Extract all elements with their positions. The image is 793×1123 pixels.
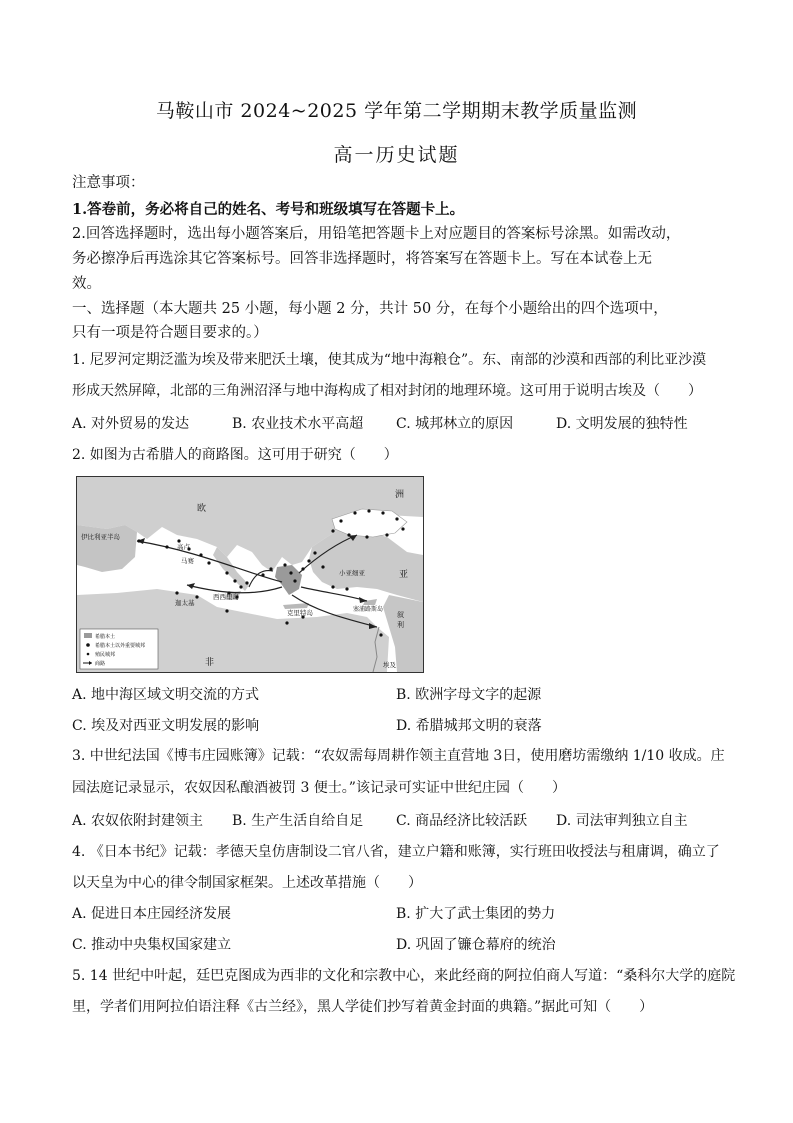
section-heading-line1: 一、选择题（本大题共 25 小题，每小题 2 分，共计 50 分，在每个小题给出的四个选项中， [72, 301, 668, 317]
notice-item-2-line3: 效。 [72, 276, 101, 292]
q1-option-a: A. 对外贸易的发达 [72, 416, 190, 432]
q2-stem: 2. 如图为古希腊人的商路图。这可用于研究（ ） [72, 447, 398, 463]
exam-title: 马鞍山市 2024~2025 学年第二学期期末教学质量监测 [155, 100, 638, 122]
q2-option-d: D. 希腊城邦文明的衰落 [396, 718, 542, 734]
q4-option-b: B. 扩大了武士集团的势力 [396, 906, 556, 922]
q5-stem-line1: 5. 14 世纪中叶起，廷巴克图成为西非的文化和宗教中心，来此经商的阿拉伯商人写道：“桑科尔大学的庭院 [72, 968, 736, 984]
notice-heading: 注意事项： [72, 175, 145, 191]
legend-major-cities: 希腊本土以外重要城邦 [95, 643, 146, 649]
notice-item-2-line1: 2.回答选择题时，选出每小题答案后，用铅笔把答题卡上对应题目的答案标号涂黑。如需改动， [72, 226, 681, 242]
map-svg [77, 477, 423, 672]
q5-stem-line2: 里，学者们用阿拉伯语注释《古兰经》，黑人学徒们抄写着黄金封面的典籍。”据此可知（ ） [72, 999, 654, 1015]
q2-option-b: B. 欧洲字母文字的起源 [396, 687, 542, 703]
label-ou: 欧 [197, 504, 207, 514]
label-asia-minor: 小亚细亚 [339, 569, 365, 577]
q3-stem-line1: 3. 中世纪法国《博韦庄园账簿》记载：“农奴需每周耕作领主直营地 3日，使用磨坊需缴纳 1/10 收成。庄 [72, 748, 725, 764]
label-egypt: 埃及 [383, 661, 396, 669]
q1-stem-line2: 形成天然屏障，北部的三角洲沼泽与地中海构成了相对封闭的地理环境。这可用于说明古埃及（ ） [72, 383, 702, 399]
notice-item-2-line2: 务必擦净后再选涂其它答案标号。回答非选择题时，将答案写在答题卡上。写在本试卷上无 [72, 251, 652, 267]
q4-option-d: D. 巩固了镰仓幕府的统治 [396, 937, 556, 953]
q3-option-c: C. 商品经济比较活跃 [396, 813, 528, 829]
q1-option-d: D. 文明发展的独特性 [556, 416, 688, 432]
section-heading-line2: 只有一项是符合题目要求的。） [72, 325, 268, 341]
label-mass: 马赛 [181, 557, 194, 565]
q3-option-d: D. 司法审判独立自主 [556, 813, 688, 829]
q4-option-a: A. 促进日本庄园经济发展 [72, 906, 232, 922]
label-carthage: 迦太基 [175, 599, 195, 607]
label-cyprus: 塞浦路斯岛 [353, 606, 384, 613]
q3-option-a: A. 农奴依附封建领主 [72, 813, 204, 829]
greek-trade-route-map [76, 476, 424, 673]
notice-item-1: 1.答卷前，务必将自己的姓名、考号和班级填写在答题卡上。 [72, 201, 465, 218]
label-sicily: 西西里岛 [213, 593, 239, 601]
q3-option-b: B. 生产生活自给自足 [232, 813, 364, 829]
label-crete: 克里特岛 [287, 609, 313, 617]
label-zhou: 洲 [395, 490, 405, 500]
q3-stem-line2: 园法庭记录显示，农奴因私酿酒被罚 3 便士。”该记录可实证中世纪庄园（ ） [72, 780, 566, 796]
q1-stem-line1: 1. 尼罗河定期泛滥为埃及带来肥沃土壤，使其成为“地中海粮仓”。东、南部的沙漠和西部的利比亚沙漠 [72, 352, 707, 368]
exam-subtitle: 高一历史试题 [333, 144, 460, 166]
q4-stem-line1: 4. 《日本书纪》记载：孝德天皇仿唐制设二官八省，建立户籍和账簿，实行班田收授法与租庸调，确立了 [72, 844, 720, 860]
q2-option-a: A. 地中海区域文明交流的方式 [72, 687, 260, 703]
label-li: 利 [397, 621, 404, 629]
label-gaul: 高卢 [177, 543, 190, 551]
legend-colony: 殖民城邦 [95, 652, 116, 658]
q1-option-c: C. 城邦林立的原因 [396, 416, 514, 432]
q4-option-c: C. 推动中央集权国家建立 [72, 937, 232, 953]
legend-greek-mainland: 希腊本土 [95, 634, 116, 640]
map-legend [80, 629, 158, 669]
legend-trade-route: 商路 [95, 661, 106, 667]
q2-option-c: C. 埃及对西亚文明发展的影响 [72, 718, 260, 734]
label-xu: 叙 [397, 611, 404, 619]
q4-stem-line2: 以天皇为中心的律令制国家框架。上述改革措施（ ） [72, 875, 422, 891]
q1-option-b: B. 农业技术水平高超 [232, 416, 364, 432]
label-fei: 非 [205, 658, 215, 668]
label-ya: 亚 [399, 570, 409, 580]
label-iberia: 伊比利亚半岛 [81, 533, 120, 541]
